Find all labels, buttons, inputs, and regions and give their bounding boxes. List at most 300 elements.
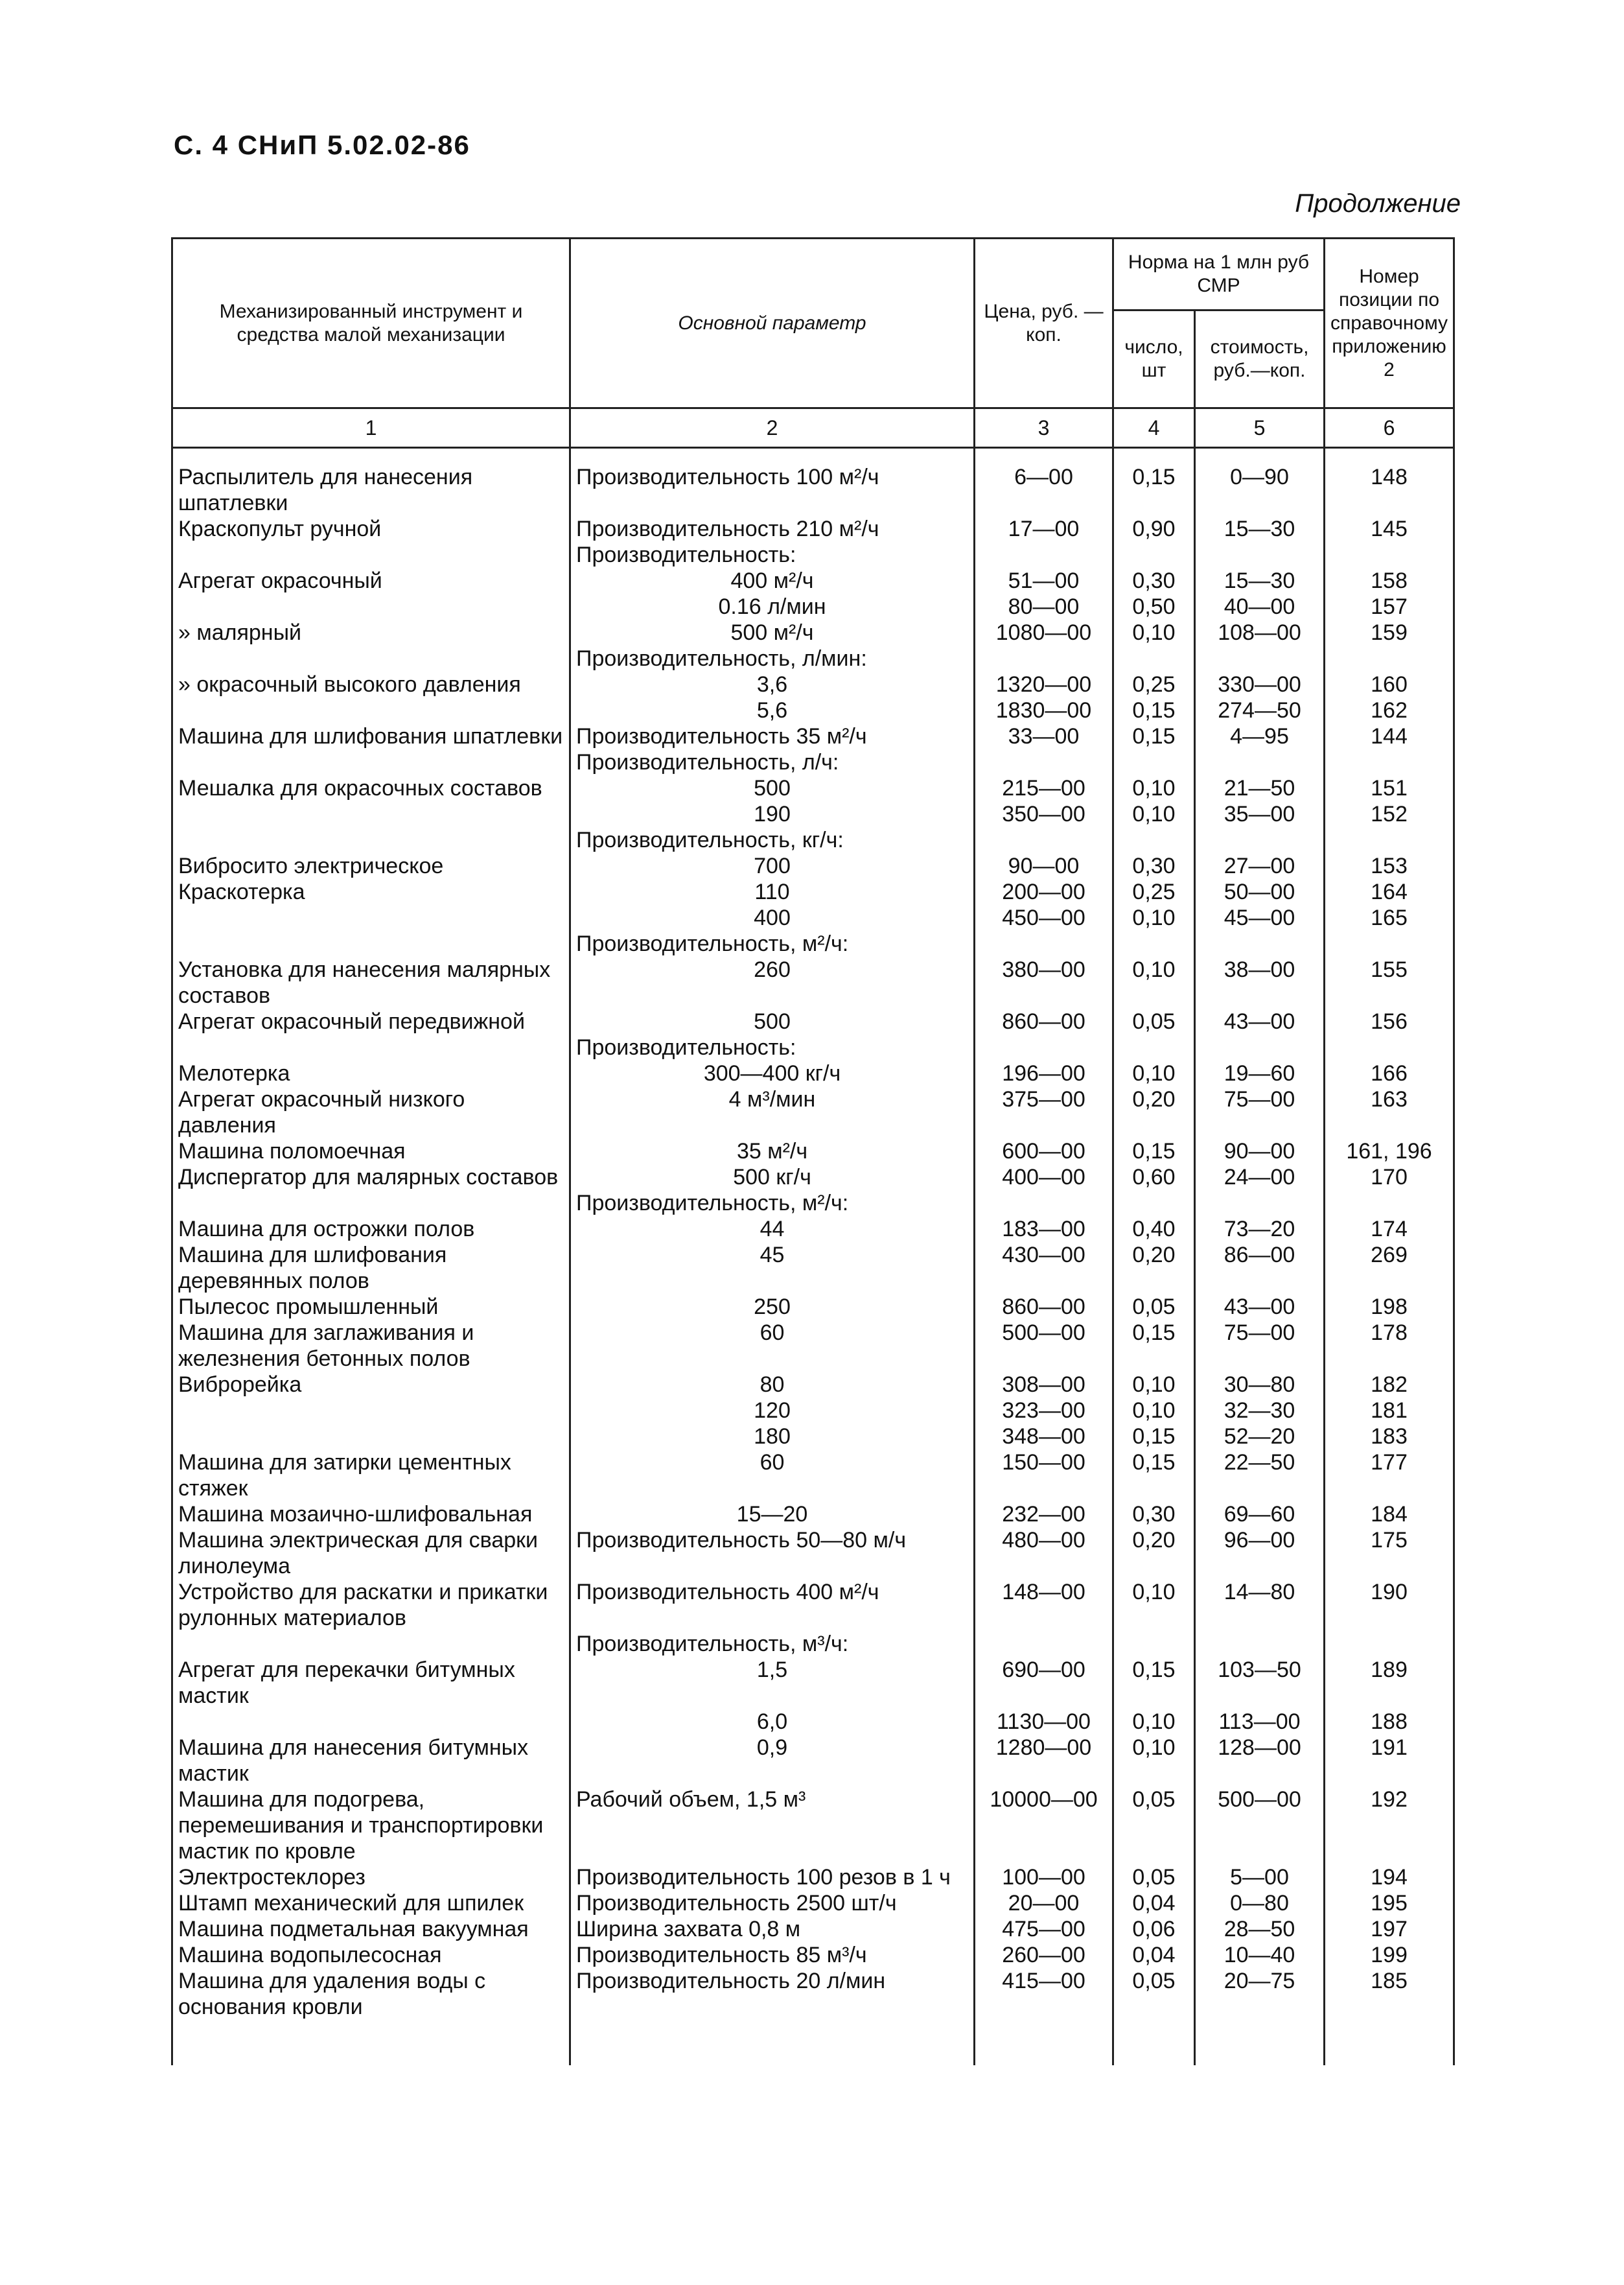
row-position: 174: [1325, 1216, 1454, 1242]
table-row: [172, 1864, 1454, 1890]
row-name: Машина для нанесения битумных мастик: [172, 1735, 570, 1787]
row-position: 199: [1325, 1942, 1454, 1968]
row-cost: 43—00: [1195, 1009, 1325, 1035]
row-position: [1325, 827, 1454, 853]
row-parameter: 60: [570, 1320, 975, 1372]
row-price: 500—00: [975, 1320, 1113, 1372]
row-price: 260—00: [975, 1942, 1113, 1968]
row-position: 183: [1325, 1424, 1454, 1449]
row-count: 0,15: [1113, 723, 1195, 749]
row-price: 690—00: [975, 1657, 1113, 1709]
row-cost: 27—00: [1195, 853, 1325, 879]
table-row: [172, 827, 1454, 853]
row-position: 153: [1325, 853, 1454, 879]
row-price: 17—00: [975, 516, 1113, 542]
row-count: 0,60: [1113, 1164, 1195, 1190]
row-count: 0,15: [1113, 1320, 1195, 1372]
row-position: 159: [1325, 620, 1454, 646]
row-name: Машина для острожки полов: [172, 1216, 570, 1242]
row-parameter: 4 м³/мин: [570, 1086, 975, 1138]
row-cost: 86—00: [1195, 1242, 1325, 1294]
row-price: 150—00: [975, 1449, 1113, 1501]
row-parameter: 6,0: [570, 1709, 975, 1735]
row-cost: 103—50: [1195, 1657, 1325, 1709]
row-count: 0,10: [1113, 905, 1195, 931]
table-row: [172, 1009, 1454, 1035]
column-number: 2: [570, 408, 975, 448]
row-count: [1113, 1190, 1195, 1216]
norms-table: [171, 237, 1455, 2065]
table-row: [172, 749, 1454, 775]
row-count: 0,05: [1113, 1294, 1195, 1320]
row-count: 0,15: [1113, 1138, 1195, 1164]
row-name: Агрегат окрасочный низкого давления: [172, 1086, 570, 1138]
row-cost: [1195, 1035, 1325, 1060]
row-price: [975, 1190, 1113, 1216]
row-name: Машина электрическая для сварки линолеума: [172, 1527, 570, 1579]
row-name: Агрегат окрасочный передвижной: [172, 1009, 570, 1035]
row-parameter: 180: [570, 1424, 975, 1449]
table-row: [172, 1942, 1454, 1968]
table-row: [172, 1060, 1454, 1086]
row-cost: 19—60: [1195, 1060, 1325, 1086]
row-position: 184: [1325, 1501, 1454, 1527]
row-parameter: 190: [570, 801, 975, 827]
row-count: 0,50: [1113, 594, 1195, 620]
row-name: [172, 905, 570, 931]
row-cost: 75—00: [1195, 1086, 1325, 1138]
row-position: 190: [1325, 1579, 1454, 1631]
table-row: [172, 775, 1454, 801]
row-cost: [1195, 1190, 1325, 1216]
row-name: [172, 1035, 570, 1060]
row-cost: 24—00: [1195, 1164, 1325, 1190]
row-cost: [1195, 1631, 1325, 1657]
table-row: [172, 516, 1454, 542]
row-position: 195: [1325, 1890, 1454, 1916]
row-cost: 20—75: [1195, 1968, 1325, 2020]
row-cost: 128—00: [1195, 1735, 1325, 1787]
row-cost: 113—00: [1195, 1709, 1325, 1735]
row-position: [1325, 646, 1454, 672]
row-parameter: Производительность 100 резов в 1 ч: [570, 1864, 975, 1890]
row-price: [975, 931, 1113, 957]
row-name: Установка для нанесения малярных составов: [172, 957, 570, 1009]
row-parameter: 700: [570, 853, 975, 879]
row-name: Машина для шлифования шпатлевки: [172, 723, 570, 749]
table-row: [172, 464, 1454, 516]
row-parameter: 3,6: [570, 672, 975, 697]
row-name: [172, 1190, 570, 1216]
row-name: Диспергатор для малярных составов: [172, 1164, 570, 1190]
row-cost: 50—00: [1195, 879, 1325, 905]
row-name: [172, 1631, 570, 1657]
row-name: Агрегат окрасочный: [172, 568, 570, 594]
row-name: Машина подметальная вакуумная: [172, 1916, 570, 1942]
row-count: 0,15: [1113, 1657, 1195, 1709]
row-position: 162: [1325, 697, 1454, 723]
row-position: 164: [1325, 879, 1454, 905]
continuation-label: Продолжение: [1295, 189, 1461, 218]
row-count: 0,10: [1113, 1709, 1195, 1735]
table-row: [172, 1320, 1454, 1372]
row-parameter: Рабочий объем, 1,5 м³: [570, 1787, 975, 1864]
row-price: 196—00: [975, 1060, 1113, 1086]
row-parameter: 0,9: [570, 1735, 975, 1787]
row-position: [1325, 931, 1454, 957]
row-position: 145: [1325, 516, 1454, 542]
row-position: 194: [1325, 1864, 1454, 1890]
row-name: Мелотерка: [172, 1060, 570, 1086]
row-cost: 69—60: [1195, 1501, 1325, 1527]
row-parameter: 260: [570, 957, 975, 1009]
row-price: 348—00: [975, 1424, 1113, 1449]
row-parameter: Производительность 100 м²/ч: [570, 464, 975, 516]
row-price: 1830—00: [975, 697, 1113, 723]
row-position: 175: [1325, 1527, 1454, 1579]
row-price: 10000—00: [975, 1787, 1113, 1864]
row-position: 152: [1325, 801, 1454, 827]
row-parameter: 0.16 л/мин: [570, 594, 975, 620]
row-parameter: 500: [570, 1009, 975, 1035]
row-price: 860—00: [975, 1009, 1113, 1035]
row-count: 0,20: [1113, 1242, 1195, 1294]
row-position: 185: [1325, 1968, 1454, 2020]
column-numbers-row: [172, 408, 1454, 448]
row-name: [172, 542, 570, 568]
row-count: 0,30: [1113, 853, 1195, 879]
row-count: 0,05: [1113, 1009, 1195, 1035]
row-position: 165: [1325, 905, 1454, 931]
row-price: 6—00: [975, 464, 1113, 516]
row-cost: [1195, 542, 1325, 568]
row-cost: 35—00: [1195, 801, 1325, 827]
row-parameter: Производительность 2500 шт/ч: [570, 1890, 975, 1916]
row-name: [172, 697, 570, 723]
row-count: 0,25: [1113, 879, 1195, 905]
row-count: 0,20: [1113, 1086, 1195, 1138]
row-count: 0,30: [1113, 568, 1195, 594]
table-row: [172, 1709, 1454, 1735]
row-cost: 330—00: [1195, 672, 1325, 697]
row-name: » малярный: [172, 620, 570, 646]
row-price: 308—00: [975, 1372, 1113, 1398]
row-price: 183—00: [975, 1216, 1113, 1242]
row-parameter: Производительность, кг/ч:: [570, 827, 975, 853]
row-position: 161, 196: [1325, 1138, 1454, 1164]
row-price: 232—00: [975, 1501, 1113, 1527]
column-number: 3: [975, 408, 1113, 448]
row-parameter: 35 м²/ч: [570, 1138, 975, 1164]
row-cost: 28—50: [1195, 1916, 1325, 1942]
row-name: Вибросито электрическое: [172, 853, 570, 879]
row-name: Машина водопылесосная: [172, 1942, 570, 1968]
row-parameter: 300—400 кг/ч: [570, 1060, 975, 1086]
row-position: 177: [1325, 1449, 1454, 1501]
row-price: [975, 749, 1113, 775]
row-count: [1113, 1035, 1195, 1060]
row-count: 0,15: [1113, 1424, 1195, 1449]
row-parameter: 500: [570, 775, 975, 801]
table-row: [172, 542, 1454, 568]
row-parameter: 80: [570, 1372, 975, 1398]
table-row: [172, 1372, 1454, 1398]
header-position: Номер позиции по справочному приложению 2: [1325, 239, 1454, 408]
row-parameter: 15—20: [570, 1501, 975, 1527]
table-row: [172, 1787, 1454, 1864]
row-name: [172, 646, 570, 672]
row-price: 33—00: [975, 723, 1113, 749]
row-position: 192: [1325, 1787, 1454, 1864]
row-position: 151: [1325, 775, 1454, 801]
row-name: [172, 594, 570, 620]
row-name: Машина поломоечная: [172, 1138, 570, 1164]
header-count: число, шт: [1113, 311, 1195, 408]
table-row: [172, 1294, 1454, 1320]
row-count: [1113, 931, 1195, 957]
row-position: 191: [1325, 1735, 1454, 1787]
row-parameter: 110: [570, 879, 975, 905]
table-row: [172, 853, 1454, 879]
row-count: 0,10: [1113, 1579, 1195, 1631]
row-parameter: 400: [570, 905, 975, 931]
table-row: [172, 1398, 1454, 1424]
row-cost: 15—30: [1195, 516, 1325, 542]
row-name: Машина для шлифования деревянных полов: [172, 1242, 570, 1294]
table-row: [172, 620, 1454, 646]
row-position: 166: [1325, 1060, 1454, 1086]
row-price: 200—00: [975, 879, 1113, 905]
row-price: [975, 827, 1113, 853]
row-price: 350—00: [975, 801, 1113, 827]
row-name: Агрегат для перекачки битумных мастик: [172, 1657, 570, 1709]
row-cost: 52—20: [1195, 1424, 1325, 1449]
row-cost: 14—80: [1195, 1579, 1325, 1631]
row-count: 0,05: [1113, 1787, 1195, 1864]
row-price: 90—00: [975, 853, 1113, 879]
table-row: [172, 697, 1454, 723]
table-row: [172, 1968, 1454, 2020]
table-row: [172, 1035, 1454, 1060]
row-cost: 75—00: [1195, 1320, 1325, 1372]
row-name: Штамп механический для шпилек: [172, 1890, 570, 1916]
row-price: 400—00: [975, 1164, 1113, 1190]
row-price: [975, 542, 1113, 568]
row-price: 1080—00: [975, 620, 1113, 646]
table-row: [172, 594, 1454, 620]
row-name: Пылесос промышленный: [172, 1294, 570, 1320]
row-parameter: Производительность 35 м²/ч: [570, 723, 975, 749]
row-price: 100—00: [975, 1864, 1113, 1890]
row-position: 178: [1325, 1320, 1454, 1372]
row-price: 20—00: [975, 1890, 1113, 1916]
row-position: 197: [1325, 1916, 1454, 1942]
row-count: 0,10: [1113, 1398, 1195, 1424]
header-price: Цена, руб. — коп.: [975, 239, 1113, 408]
row-cost: 500—00: [1195, 1787, 1325, 1864]
row-count: 0,25: [1113, 672, 1195, 697]
row-position: 188: [1325, 1709, 1454, 1735]
row-position: 157: [1325, 594, 1454, 620]
table-row: [172, 1449, 1454, 1501]
table-row: [172, 1579, 1454, 1631]
row-position: [1325, 749, 1454, 775]
row-cost: 32—30: [1195, 1398, 1325, 1424]
row-cost: 96—00: [1195, 1527, 1325, 1579]
table-row: [172, 1735, 1454, 1787]
row-price: 380—00: [975, 957, 1113, 1009]
table-row: [172, 905, 1454, 931]
row-count: 0,20: [1113, 1527, 1195, 1579]
row-parameter: Производительность, л/мин:: [570, 646, 975, 672]
row-price: 600—00: [975, 1138, 1113, 1164]
row-name: [172, 931, 570, 957]
row-parameter: Производительность:: [570, 1035, 975, 1060]
row-parameter: 500 м²/ч: [570, 620, 975, 646]
row-name: Машина для заглаживания и железнения бетонных полов: [172, 1320, 570, 1372]
row-cost: 22—50: [1195, 1449, 1325, 1501]
row-name: [172, 1398, 570, 1424]
table-row: [172, 801, 1454, 827]
row-position: 156: [1325, 1009, 1454, 1035]
row-name: Электростеклорез: [172, 1864, 570, 1890]
table-row: [172, 1216, 1454, 1242]
row-count: 0,90: [1113, 516, 1195, 542]
row-count: [1113, 1631, 1195, 1657]
row-position: [1325, 1190, 1454, 1216]
row-price: 215—00: [975, 775, 1113, 801]
column-number: 1: [172, 408, 570, 448]
row-parameter: 45: [570, 1242, 975, 1294]
row-count: 0,04: [1113, 1890, 1195, 1916]
row-name: » окрасочный высокого давления: [172, 672, 570, 697]
row-price: 430—00: [975, 1242, 1113, 1294]
row-position: 158: [1325, 568, 1454, 594]
row-name: [172, 801, 570, 827]
row-cost: 38—00: [1195, 957, 1325, 1009]
row-count: [1113, 827, 1195, 853]
row-count: 0,10: [1113, 1735, 1195, 1787]
row-count: 0,30: [1113, 1501, 1195, 1527]
table-row: [172, 672, 1454, 697]
table-body: [172, 448, 1454, 2066]
row-name: Машина для подогрева, перемешивания и транспортировки мастик по кровле: [172, 1787, 570, 1864]
row-parameter: 1,5: [570, 1657, 975, 1709]
row-count: [1113, 749, 1195, 775]
table-row: [172, 1086, 1454, 1138]
row-count: 0,06: [1113, 1916, 1195, 1942]
row-position: [1325, 1631, 1454, 1657]
row-parameter: 250: [570, 1294, 975, 1320]
row-position: 189: [1325, 1657, 1454, 1709]
row-cost: [1195, 931, 1325, 957]
row-price: 1320—00: [975, 672, 1113, 697]
row-cost: 274—50: [1195, 697, 1325, 723]
row-cost: 43—00: [1195, 1294, 1325, 1320]
row-price: [975, 646, 1113, 672]
row-position: 144: [1325, 723, 1454, 749]
row-price: 1280—00: [975, 1735, 1113, 1787]
row-cost: 108—00: [1195, 620, 1325, 646]
row-count: 0,10: [1113, 801, 1195, 827]
row-parameter: Производительность 20 л/мин: [570, 1968, 975, 2020]
row-cost: 5—00: [1195, 1864, 1325, 1890]
row-cost: 45—00: [1195, 905, 1325, 931]
row-count: 0,04: [1113, 1942, 1195, 1968]
row-cost: [1195, 749, 1325, 775]
row-position: 148: [1325, 464, 1454, 516]
table-row: [172, 646, 1454, 672]
row-name: Мешалка для окрасочных составов: [172, 775, 570, 801]
row-count: 0,15: [1113, 464, 1195, 516]
row-price: [975, 1631, 1113, 1657]
row-parameter: Производительность 50—80 м/ч: [570, 1527, 975, 1579]
table-row: [172, 723, 1454, 749]
row-cost: 40—00: [1195, 594, 1325, 620]
row-position: 198: [1325, 1294, 1454, 1320]
table-row: [172, 1890, 1454, 1916]
row-parameter: Ширина захвата 0,8 м: [570, 1916, 975, 1942]
row-cost: 90—00: [1195, 1138, 1325, 1164]
row-name: Машина для затирки цементных стяжек: [172, 1449, 570, 1501]
row-name: [172, 749, 570, 775]
row-name: Машина для удаления воды с основания кровли: [172, 1968, 570, 2020]
row-price: 148—00: [975, 1579, 1113, 1631]
table-row: [172, 1164, 1454, 1190]
table-row: [172, 1501, 1454, 1527]
row-price: 860—00: [975, 1294, 1113, 1320]
row-price: 450—00: [975, 905, 1113, 931]
table-row: [172, 931, 1454, 957]
row-name: [172, 827, 570, 853]
row-name: [172, 1424, 570, 1449]
header-instrument: Механизированный инструмент и средства малой механизации: [172, 239, 570, 408]
row-parameter: Производительность 85 м³/ч: [570, 1942, 975, 1968]
row-count: 0,10: [1113, 775, 1195, 801]
row-name: Краскотерка: [172, 879, 570, 905]
row-name: Краскопульт ручной: [172, 516, 570, 542]
row-cost: 21—50: [1195, 775, 1325, 801]
row-cost: 4—95: [1195, 723, 1325, 749]
row-parameter: Производительность 210 м²/ч: [570, 516, 975, 542]
row-cost: 30—80: [1195, 1372, 1325, 1398]
table-row: [172, 1657, 1454, 1709]
row-count: 0,15: [1113, 1449, 1195, 1501]
table-row: [172, 1138, 1454, 1164]
row-cost: 10—40: [1195, 1942, 1325, 1968]
table-row: [172, 1242, 1454, 1294]
table-row: [172, 1190, 1454, 1216]
row-parameter: Производительность, м²/ч:: [570, 931, 975, 957]
header-parameter: Основной параметр: [570, 239, 975, 408]
row-parameter: 500 кг/ч: [570, 1164, 975, 1190]
row-price: [975, 1035, 1113, 1060]
row-parameter: Производительность 400 м²/ч: [570, 1579, 975, 1631]
row-parameter: 60: [570, 1449, 975, 1501]
table-row: [172, 957, 1454, 1009]
row-position: 182: [1325, 1372, 1454, 1398]
row-parameter: 400 м²/ч: [570, 568, 975, 594]
row-name: Виброрейка: [172, 1372, 570, 1398]
row-count: 0,05: [1113, 1864, 1195, 1890]
row-price: 415—00: [975, 1968, 1113, 2020]
row-price: 480—00: [975, 1527, 1113, 1579]
row-cost: 0—80: [1195, 1890, 1325, 1916]
row-count: 0,40: [1113, 1216, 1195, 1242]
header-cost: стоимость, руб.—коп.: [1195, 311, 1325, 408]
row-position: 155: [1325, 957, 1454, 1009]
table-row: [172, 879, 1454, 905]
